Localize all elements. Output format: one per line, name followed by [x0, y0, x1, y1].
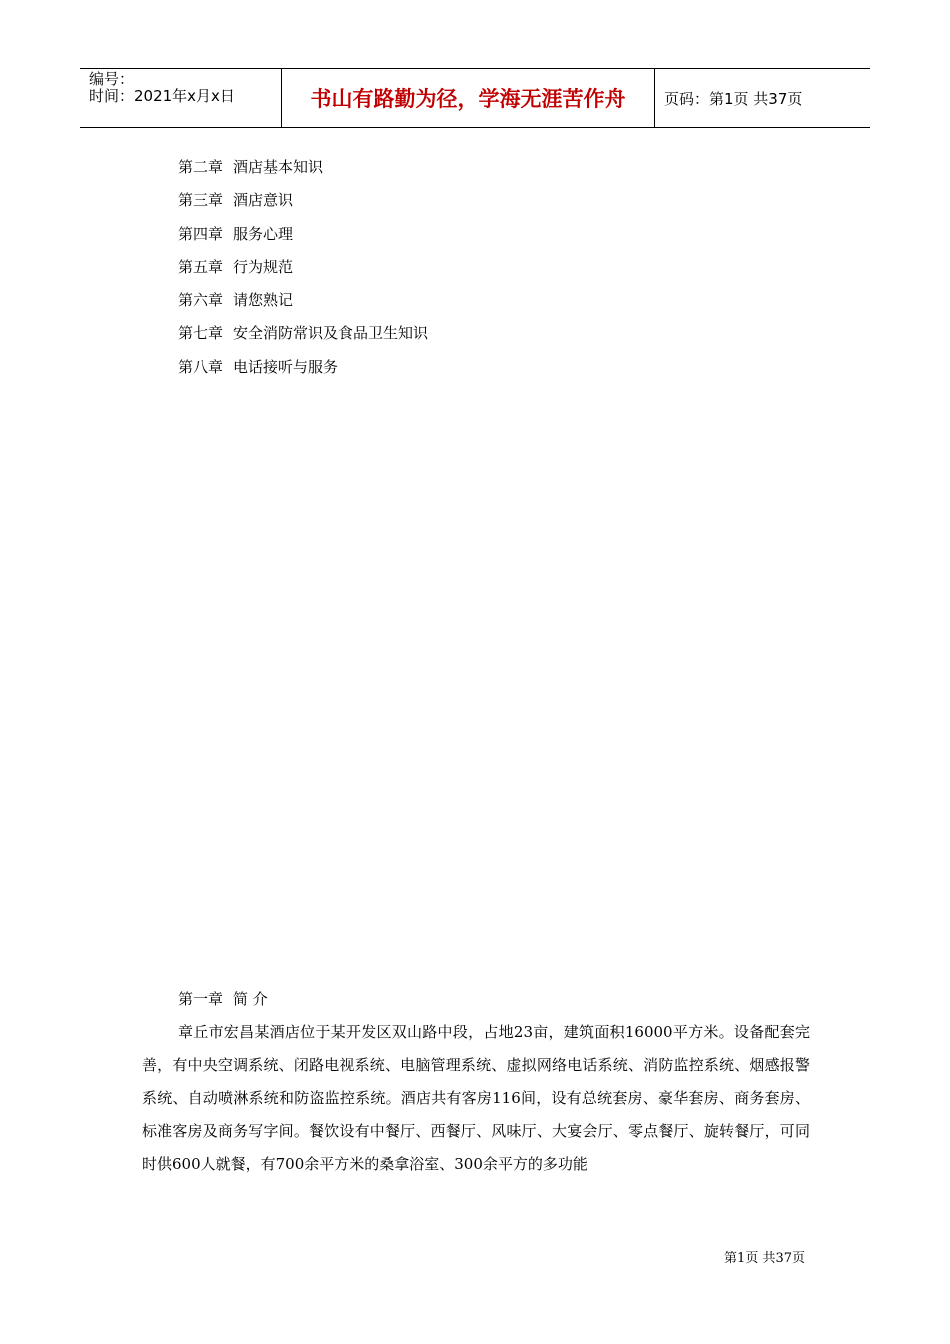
document-number-label: 编号：: [89, 70, 135, 88]
page-footer: 第1页 共37页: [724, 1251, 805, 1266]
toc-chapter-title: 行为规范: [233, 257, 294, 276]
section-heading: [178, 986, 268, 1012]
toc-chapter-title: 请您熟记: [233, 291, 294, 310]
header-motto: 书山有路勤为径，学海无涯苦作舟: [282, 69, 655, 127]
toc-item: [178, 254, 428, 287]
toc-chapter-number: 第六章: [178, 291, 224, 310]
toc-item: [178, 287, 428, 320]
toc-chapter-title: 电话接听与服务: [233, 357, 339, 376]
page-header: [80, 68, 870, 128]
toc-item: [178, 354, 428, 387]
toc-item: [178, 221, 428, 254]
toc-chapter-number: 第七章: [178, 324, 224, 343]
header-page-info: 页码：第1页 共37页: [664, 89, 803, 108]
document-time-label: 时间：2021年x月x日: [89, 87, 235, 105]
toc-chapter-title: 服务心理: [233, 224, 294, 243]
toc-chapter-number: 第五章: [178, 257, 224, 276]
toc-chapter-number: 第八章: [178, 357, 224, 376]
toc-chapter-title: 酒店意识: [233, 191, 294, 210]
section-title: 简 介: [233, 990, 268, 1008]
toc-item: [178, 320, 428, 353]
toc-item: [178, 187, 428, 220]
table-of-contents: [178, 154, 428, 387]
toc-chapter-number: 第四章: [178, 224, 224, 243]
section-chapter-number: 第一章: [178, 990, 224, 1008]
toc-chapter-title: 酒店基本知识: [233, 158, 324, 176]
toc-chapter-number: 第二章: [178, 158, 224, 176]
toc-item: [178, 154, 428, 187]
toc-chapter-title: 安全消防常识及食品卫生知识: [233, 324, 429, 343]
section-paragraph: 章丘市宏昌某酒店位于某开发区双山路中段，占地23亩，建筑面积16000平方米。设备配套完善，有中央空调系统、闭路电视系统、电脑管理系统、虚拟网络电话系统、消防监控系统、烟感报警系统、自动喷淋系统和防盗监控系统。酒店共有客房116间，设有总统套房、豪华套房、商务套房、标准客房及商务写字间。餐饮设有中餐厅、西餐厅、风味厅、大宴会厅、零点餐厅、旋转餐厅，可同时供600人就餐，有700余平方米的桑拿浴室、300余平方的多功能: [142, 1023, 810, 1173]
header-meta: [80, 69, 282, 127]
toc-chapter-number: 第三章: [178, 191, 224, 210]
